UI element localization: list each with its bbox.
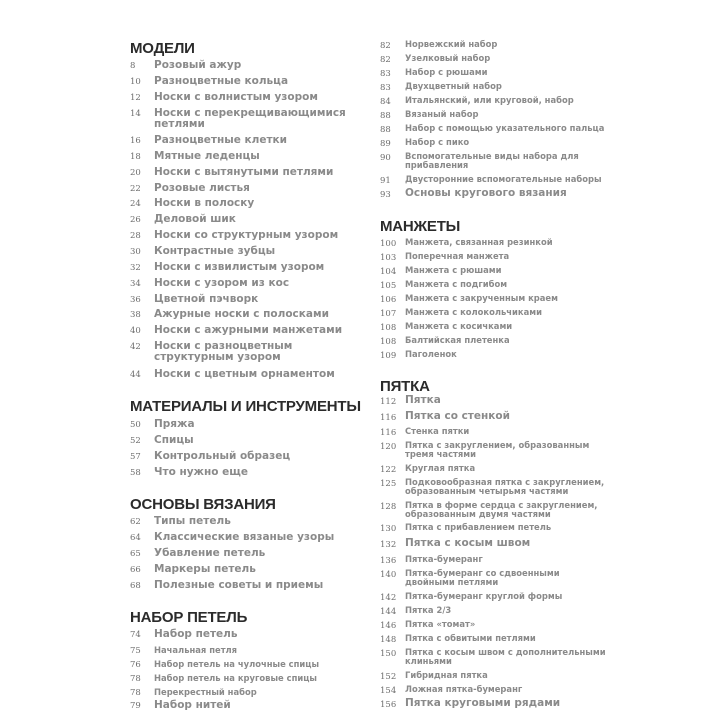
entry-title-line: двойными петлями [405, 577, 499, 587]
entry-title-line: Двусторонние вспомогательные наборы [405, 174, 602, 184]
entry-title [405, 188, 567, 199]
page-number: 30 [130, 247, 141, 257]
entry-title-line: Носки с волнистым узором [154, 91, 318, 103]
entry-title [405, 634, 536, 643]
entry-title-line: Поперечная манжета [405, 251, 510, 261]
page-number: 44 [130, 370, 141, 380]
entry-title [154, 278, 289, 289]
entry-title-line: Пятка со стенкой [405, 410, 510, 422]
entry-title [405, 110, 478, 119]
page-number: 40 [130, 326, 141, 336]
entry-title [405, 620, 475, 629]
page-number: 150 [380, 649, 397, 659]
entry-title-line: Перекрестный набор [154, 687, 257, 697]
entry-title-line: Основы кругового вязания [405, 187, 567, 199]
section-heading: МОДЕЛИ [130, 40, 195, 57]
entry-title-line: Итальянский, или круговой, набор [405, 95, 574, 105]
page-number: 28 [130, 231, 141, 241]
page-number: 88 [380, 111, 391, 121]
entry-title-line: Полезные советы и приемы [154, 579, 324, 591]
entry-title-line: Набор петель на чулочные спицы [154, 659, 320, 669]
page-number: 66 [130, 565, 141, 575]
entry-title [154, 183, 250, 194]
page-number: 93 [380, 190, 391, 200]
entry-title [154, 76, 288, 87]
page-number: 42 [130, 342, 141, 352]
entry-title [154, 262, 324, 273]
page-number: 84 [380, 97, 391, 107]
entry-title-line: Манжета с подгибом [405, 279, 508, 289]
page-number: 82 [380, 55, 391, 65]
entry-title [405, 606, 451, 615]
entry-title [405, 294, 558, 303]
page-number: 78 [130, 688, 141, 698]
entry-title-line: Носки с извилистым узором [154, 261, 325, 273]
entry-title [154, 325, 342, 336]
entry-title [154, 214, 236, 225]
page-number: 132 [380, 540, 397, 550]
entry-title [154, 516, 231, 527]
entry-title [154, 435, 194, 446]
entry-title [405, 322, 512, 331]
entry-title [154, 580, 323, 591]
entry-title-line: Набор нитей [154, 699, 231, 711]
entry-title-line: Манжета с рюшами [405, 265, 502, 275]
entry-title-line: Манжета с косичками [405, 321, 513, 331]
page-number: 104 [380, 267, 397, 277]
entry-title-line: Узелковый набор [405, 53, 491, 63]
entry-title-line: образованным четырьмя частями [405, 486, 569, 496]
entry-title [405, 350, 457, 359]
entry-title [154, 548, 265, 559]
entry-title-line: Двухцветный набор [405, 81, 502, 91]
entry-title-line: Носки с разноцветным [154, 340, 293, 352]
page-number: 79 [130, 701, 141, 711]
entry-title-line: Носки с вытянутыми петлями [154, 166, 334, 178]
page-number: 34 [130, 279, 141, 289]
entry-title [154, 645, 237, 655]
page-number: 68 [130, 581, 141, 591]
entry-title [405, 280, 507, 289]
entry-title-line: Контрольный образец [154, 450, 291, 462]
entry-title-line: Убавление петель [154, 547, 266, 559]
entry-title-line: Типы петель [154, 515, 231, 527]
entry-title-line: образованным двумя частями [405, 509, 551, 519]
entry-title [405, 124, 604, 133]
page-number: 62 [130, 517, 141, 527]
page-number: 106 [380, 295, 397, 305]
page-number: 140 [380, 570, 397, 580]
entry-title [405, 266, 501, 275]
page-number: 82 [380, 41, 391, 51]
page-number: 14 [130, 109, 141, 119]
entry-title [405, 538, 530, 549]
entry-title-line: Носки с перекрещивающимися [154, 107, 346, 119]
entry-title [405, 395, 441, 406]
entry-title-line: Манжета, связанная резинкой [405, 237, 553, 247]
entry-title-line: Манжета с закрученным краем [405, 293, 558, 303]
entry-title [154, 564, 256, 575]
page-number: 75 [130, 646, 141, 656]
entry-title [154, 369, 335, 380]
entry-title [405, 464, 475, 473]
entry-title-line: Что нужно еще [154, 466, 248, 478]
entry-title [154, 673, 317, 683]
entry-title-line: Подковообразная пятка с закруглением, [405, 477, 605, 487]
entry-title [405, 478, 604, 496]
entry-title-line: Пряжа [154, 418, 195, 430]
section-heading: НАБОР ПЕТЕЛЬ [130, 609, 248, 626]
entry-title-line: Разноцветные кольца [154, 75, 289, 87]
entry-title-line: Пятка с косым швом [405, 537, 531, 549]
page-number: 152 [380, 672, 397, 682]
page-number: 32 [130, 263, 141, 273]
entry-title-line: Носки с ажурными манжетами [154, 324, 343, 336]
entry-title-line: Пятка с прибавлением петель [405, 522, 552, 532]
entry-title [154, 419, 195, 430]
entry-title [405, 671, 488, 680]
entry-title [154, 60, 241, 71]
entry-title-line: Классические вязаные узоры [154, 531, 335, 543]
entry-title [154, 629, 238, 640]
entry-title-line: Ажурные носки с полосками [154, 308, 329, 320]
page-number: 142 [380, 593, 397, 603]
page-number: 50 [130, 420, 141, 430]
entry-title [405, 82, 502, 91]
page-number: 64 [130, 533, 141, 543]
entry-title [405, 648, 606, 666]
entry-title-line: Пятка «томат» [405, 619, 476, 629]
entry-title-line: Круглая пятка [405, 463, 476, 473]
page-number: 108 [380, 323, 397, 333]
page-number: 109 [380, 351, 397, 361]
entry-title [154, 230, 338, 241]
page-number: 130 [380, 524, 397, 534]
entry-title [405, 523, 551, 532]
page-number: 57 [130, 452, 141, 462]
entry-title [405, 441, 589, 459]
entry-title [154, 467, 248, 478]
entry-title [405, 427, 469, 436]
entry-title [154, 294, 258, 305]
entry-title-line: Набор с помощью указательного пальца [405, 123, 605, 133]
entry-title-line: петлями [154, 118, 205, 130]
entry-title-line: Вспомогательные виды набора для [405, 151, 579, 161]
entry-title [154, 246, 275, 257]
page-number: 154 [380, 686, 397, 696]
page-number: 122 [380, 465, 397, 475]
page-number: 16 [130, 136, 141, 146]
page-number: 18 [130, 152, 141, 162]
page-number: 120 [380, 442, 397, 452]
page-number: 22 [130, 184, 141, 194]
entry-title-line: Манжета с колокольчиками [405, 307, 542, 317]
page-number: 146 [380, 621, 397, 631]
page-number: 144 [380, 607, 397, 617]
entry-title [154, 167, 333, 178]
page-number: 108 [380, 337, 397, 347]
entry-title [405, 54, 490, 63]
page-number: 8 [130, 61, 136, 71]
section-heading: МАТЕРИАЛЫ И ИНСТРУМЕНТЫ [130, 398, 361, 415]
entry-title [154, 135, 287, 146]
entry-title [405, 138, 469, 147]
entry-title-line: Балтийская плетенка [405, 335, 510, 345]
section-heading: ОСНОВЫ ВЯЗАНИЯ [130, 496, 276, 513]
entry-title-line: Мятные леденцы [154, 150, 260, 162]
page-number: 100 [380, 239, 397, 249]
page-number: 105 [380, 281, 397, 291]
entry-title [405, 411, 510, 422]
page-number: 65 [130, 549, 141, 559]
entry-title [405, 501, 597, 519]
page-number: 116 [380, 428, 397, 438]
page-number: 76 [130, 660, 141, 670]
entry-title [405, 592, 562, 601]
page-number: 91 [380, 176, 391, 186]
page-number: 58 [130, 468, 141, 478]
page-number: 36 [130, 295, 141, 305]
entry-title-line: Разноцветные клетки [154, 134, 288, 146]
entry-title [154, 451, 290, 462]
entry-title-line: Спицы [154, 434, 194, 446]
page-number: 38 [130, 310, 141, 320]
entry-title [405, 308, 542, 317]
entry-title-line: Пятка с обвитыми петлями [405, 633, 536, 643]
entry-title-line: Вязаный набор [405, 109, 479, 119]
entry-title-line: Деловой шик [154, 213, 236, 225]
entry-title-line: Пятка-бумеранг со сдвоенными [405, 568, 560, 578]
entry-title-line: Носки со структурным узором [154, 229, 339, 241]
entry-title [405, 96, 574, 105]
entry-title [405, 40, 497, 49]
page-number: 10 [130, 77, 141, 87]
entry-title-line: Пятка-бумеранг [405, 554, 483, 564]
entry-title-line: Норвежский набор [405, 39, 498, 49]
entry-title [154, 151, 260, 162]
entry-title [154, 532, 334, 543]
entry-title-line: Носки с цветным орнаментом [154, 368, 335, 380]
entry-title-line: Пятка в форме сердца с закруглением, [405, 500, 598, 510]
entry-title-line: Цветной пэчворк [154, 293, 259, 305]
entry-title [405, 252, 509, 261]
entry-title [405, 336, 510, 345]
entry-title-line: Паголенок [405, 349, 457, 359]
page-number: 107 [380, 309, 397, 319]
entry-title [154, 92, 318, 103]
page-number: 12 [130, 93, 141, 103]
entry-title-line: Набор петель на круговые спицы [154, 673, 318, 683]
entry-title [154, 341, 292, 363]
page-number: 88 [380, 125, 391, 135]
section-heading: МАНЖЕТЫ [380, 218, 461, 235]
section-heading: ПЯТКА [380, 378, 430, 395]
page-number: 24 [130, 199, 141, 209]
entry-title [154, 309, 329, 320]
entry-title-line: клиньями [405, 656, 452, 666]
entry-title-line: Набор с пико [405, 137, 470, 147]
entry-title-line: Пятка [405, 394, 441, 406]
entry-title [405, 555, 483, 564]
entry-title [154, 687, 257, 697]
entry-title-line: Стенка пятки [405, 426, 470, 436]
page-number: 90 [380, 153, 391, 163]
entry-title-line: Розовый ажур [154, 59, 242, 71]
page-number: 89 [380, 139, 391, 149]
page-number: 52 [130, 436, 141, 446]
page-number: 148 [380, 635, 397, 645]
entry-title [405, 152, 579, 170]
page-number: 128 [380, 502, 397, 512]
page-number: 83 [380, 69, 391, 79]
page-number: 74 [130, 630, 141, 640]
page-number: 78 [130, 674, 141, 684]
entry-title-line: Контрастные зубцы [154, 245, 276, 257]
entry-title-line: прибавления [405, 160, 469, 170]
entry-title-line: Гибридная пятка [405, 670, 488, 680]
entry-title-line: Пятка с косым швом с дополнительными [405, 647, 606, 657]
entry-title-line: Набор петель [154, 628, 238, 640]
entry-title [154, 198, 254, 209]
page-number: 156 [380, 700, 397, 710]
entry-title [405, 698, 560, 709]
entry-title [154, 108, 346, 130]
entry-title-line: Пятка круговыми рядами [405, 697, 561, 709]
page-number: 20 [130, 168, 141, 178]
page-number: 83 [380, 83, 391, 93]
entry-title-line: тремя частями [405, 449, 476, 459]
entry-title-line: Пятка-бумеранг круглой формы [405, 591, 563, 601]
entry-title [154, 659, 319, 669]
entry-title-line: Маркеры петель [154, 563, 256, 575]
entry-title [154, 700, 231, 711]
entry-title-line: Розовые листья [154, 182, 250, 194]
entry-title [405, 569, 560, 587]
page-number: 112 [380, 397, 397, 407]
entry-title [405, 238, 553, 247]
entry-title [405, 685, 522, 694]
entry-title-line: Носки с узором из кос [154, 277, 290, 289]
page-number: 103 [380, 253, 397, 263]
entry-title-line: Носки в полоску [154, 197, 255, 209]
entry-title-line: структурным узором [154, 351, 281, 363]
entry-title [405, 68, 487, 77]
entry-title-line: Начальная петля [154, 645, 238, 655]
page-number: 136 [380, 556, 397, 566]
page-number: 125 [380, 479, 397, 489]
entry-title [405, 175, 602, 184]
page-number: 116 [380, 413, 397, 423]
page-number: 26 [130, 215, 141, 225]
entry-title-line: Пятка с закруглением, образованным [405, 440, 590, 450]
entry-title-line: Ложная пятка-бумеранг [405, 684, 523, 694]
entry-title-line: Набор с рюшами [405, 67, 488, 77]
entry-title-line: Пятка 2/3 [405, 605, 452, 615]
